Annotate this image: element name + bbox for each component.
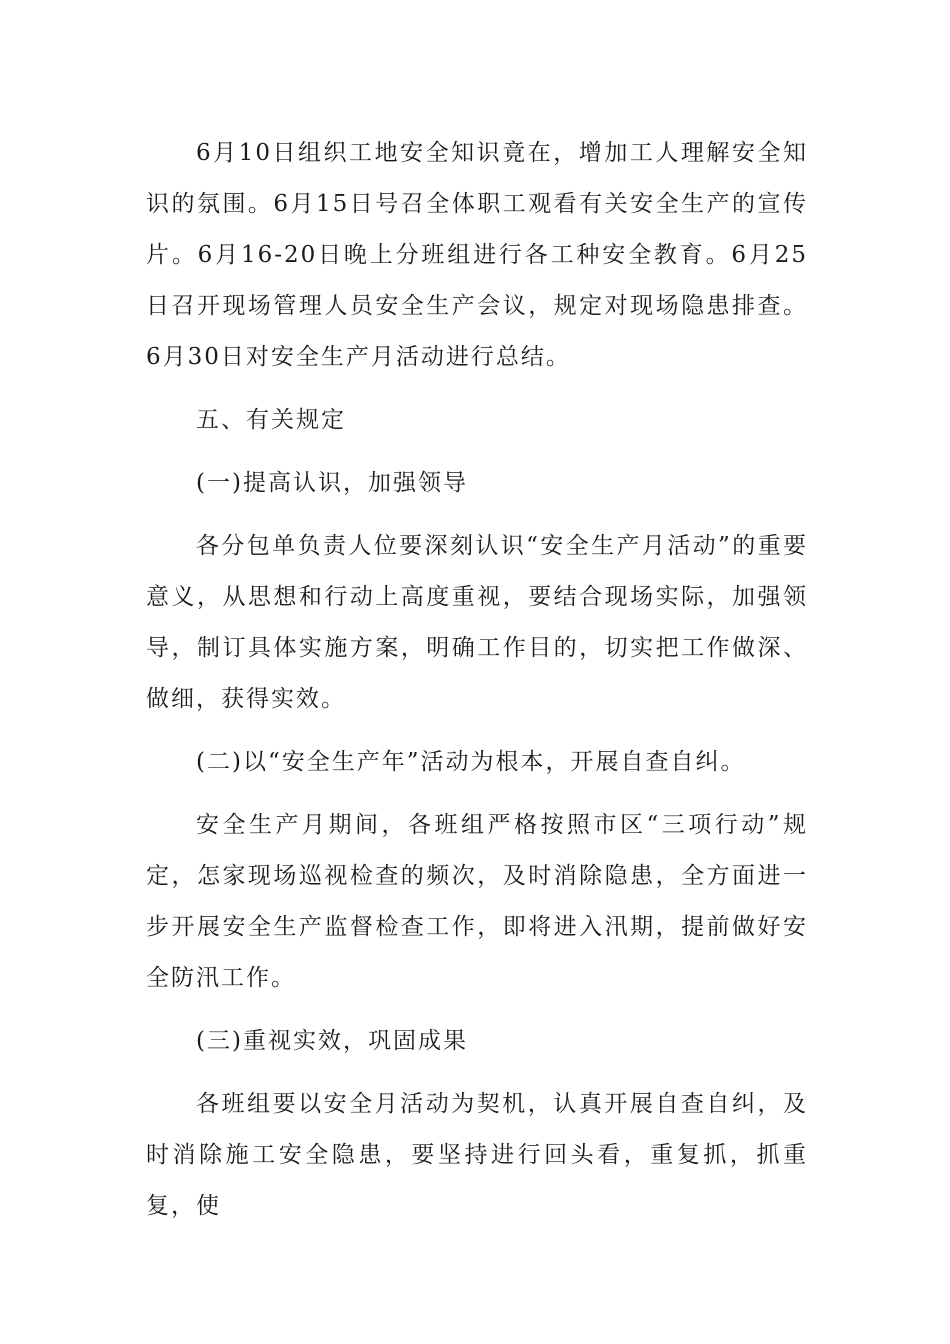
section-heading-regulations: 五、有关规定 <box>196 407 346 433</box>
subheading-self-inspection: (二)以“安全生产年”活动为根本，开展自查自纠。 <box>196 749 746 775</box>
document-body <box>146 128 808 1232</box>
paragraph-gap <box>146 383 808 395</box>
paragraph-inspection: 安全生产月期间，各班组严格按照市区“三项行动”规定，怎家现场巡视检查的频次，及时消除隐患，全方面进一步开展安全生产监督检查工作，即将进入汛期，提前做好安全防汛工作。 <box>146 812 808 991</box>
paragraph-results: 各班组要以安全月活动为契机，认真开展自查自纠，及时消除施工安全隐患，要坚持进行回头看，重复抓，抓重复，使 <box>146 1091 808 1219</box>
subheading-results: (三)重视实效，巩固成果 <box>196 1028 468 1054</box>
paragraph-gap <box>146 1067 808 1079</box>
paragraph-gap <box>146 1004 808 1016</box>
paragraph-leadership: 各分包单负责人位要深刻认识“安全生产月活动”的重要意义，从思想和行动上高度重视，要结合现场实际，加强领导，制订具体实施方案，明确工作目的，切实把工作做深、做细，获得实效。 <box>146 533 808 712</box>
paragraph-gap <box>146 725 808 737</box>
paragraph-gap <box>146 788 808 800</box>
paragraph-schedule: 6月10日组织工地安全知识竟在，增加工人理解安全知识的氛围。6月15日号召全体职工观看有关安全生产的宣传片。6月16-20日晚上分班组进行各工种安全教育。6月25日召开现场管理人员安全生产会议，规定对现场隐患排查。6月30日对安全生产月活动进行总结。 <box>146 140 808 370</box>
paragraph-gap <box>146 446 808 458</box>
paragraph-gap <box>146 509 808 521</box>
subheading-awareness: (一)提高认识，加强领导 <box>196 470 468 496</box>
